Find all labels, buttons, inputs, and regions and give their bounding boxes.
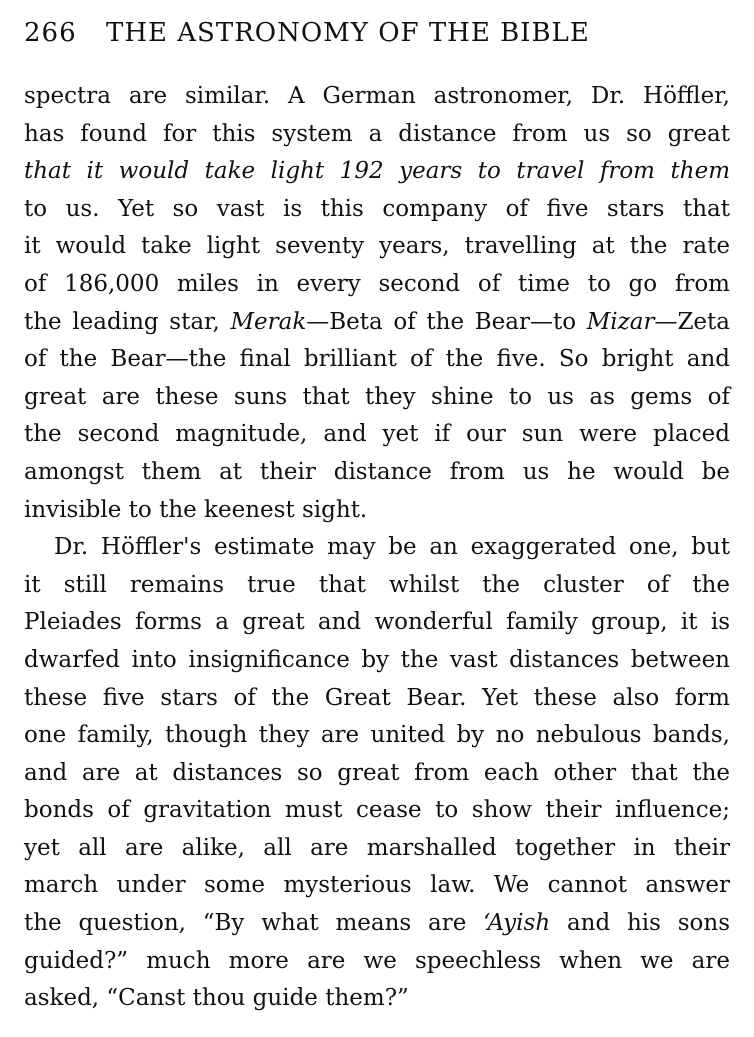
text-line: has found for this system a distance from us so great <box>24 120 730 147</box>
text-line <box>24 153 730 191</box>
text-line: Dr. Höffler's estimate may be an exaggerated one, but <box>54 534 730 561</box>
star-name-mizar: Mizar <box>586 308 655 335</box>
text-line: the second magnitude, and yet if our sun were placed <box>24 421 730 448</box>
text-line <box>24 905 730 943</box>
text-line: amongst them at their distance from us he would be <box>24 458 730 485</box>
body-text <box>24 78 730 1018</box>
text-line: to us. Yet so vast is this company of five stars that <box>24 195 730 222</box>
text-line: march under some mysterious law. We cannot answer <box>24 872 730 899</box>
text-line: dwarfed into insignificance by the vast distances between <box>24 646 730 673</box>
text-line: guided?” much more are we speechless when we are <box>24 947 730 974</box>
text-line: great are these suns that they shine to us as gems of <box>24 383 730 410</box>
text-line: it would take light seventy years, travelling at the rate <box>24 233 730 260</box>
text-line: invisible to the keenest sight. <box>24 496 368 523</box>
text-line: yet all are alike, all are marshalled together in their <box>24 834 730 861</box>
text-segment: and his sons <box>566 910 731 937</box>
star-name-merak: Merak <box>230 308 307 335</box>
page-header <box>24 18 730 58</box>
italic-phrase: that it would take light 192 years to travel from them <box>24 158 730 185</box>
text-line: these five stars of the Great Bear. Yet these also form <box>24 684 730 711</box>
running-title: THE ASTRONOMY OF THE BIBLE <box>106 18 590 48</box>
italic-name-ayish: ‘Ayish <box>483 910 551 937</box>
text-segment: the leading star, <box>24 308 220 335</box>
text-segment: the question, “By what means are <box>24 910 467 937</box>
text-line: it still remains true that whilst the cluster of the <box>24 571 730 598</box>
text-line: and are at distances so great from each other that the <box>24 759 730 786</box>
text-line <box>24 304 730 342</box>
text-line: one family, though they are united by no nebulous bands, <box>24 722 730 749</box>
text-line: of the Bear—the final brilliant of the five. So bright and <box>24 346 730 373</box>
text-line: spectra are similar. A German astronomer, Dr. Höffler, <box>24 83 730 109</box>
text-segment: —Zeta <box>654 308 730 335</box>
text-line: Pleiades forms a great and wonderful family group, it is <box>24 609 730 636</box>
text-line: asked, “Canst thou guide them?” <box>24 985 409 1012</box>
text-segment: —Beta of the Bear—to <box>306 308 577 335</box>
text-line: of 186,000 miles in every second of time to go from <box>24 270 730 297</box>
text-line: bonds of gravitation must cease to show their influence; <box>24 797 730 824</box>
page-number: 266 <box>24 18 77 48</box>
